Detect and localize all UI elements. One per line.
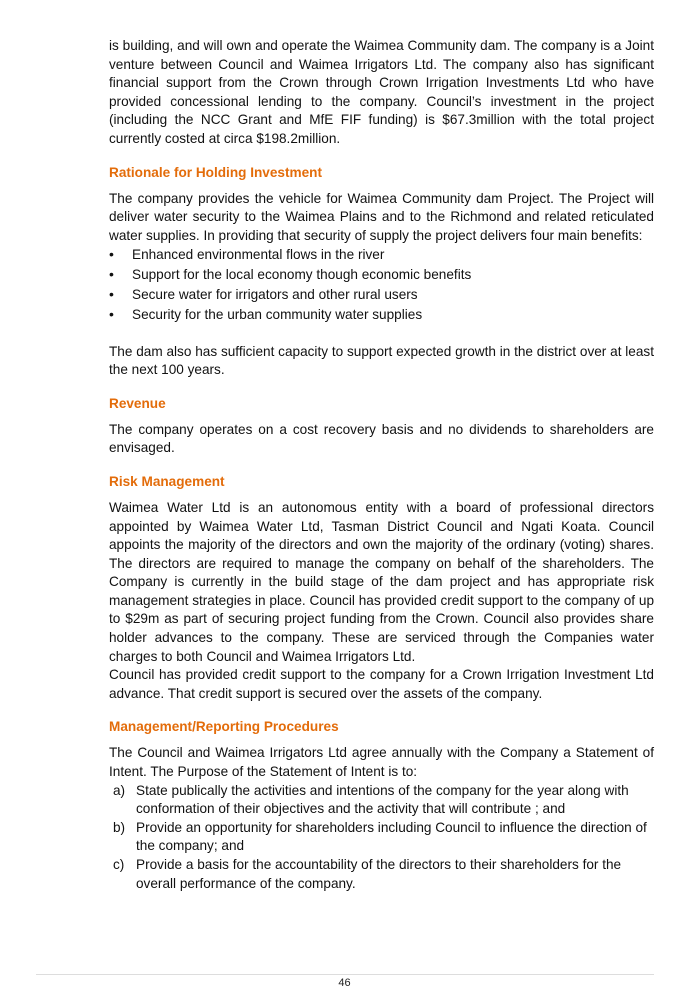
document-body — [109, 37, 654, 893]
rationale-paragraph: The company provides the vehicle for Waimea Community dam Project. The Project will deliver water security to the Waimea Plains and to the Richmond and related reticulated water supplies. In providing that security of supply the project delivers four main benefits: — [109, 190, 654, 243]
rationale-heading: Rationale for Holding Investment — [109, 164, 322, 180]
purpose-list — [109, 782, 654, 894]
spacer — [109, 325, 654, 343]
management-heading: Management/Reporting Procedures — [109, 719, 339, 735]
list-marker: c) — [113, 857, 125, 872]
list-item-text: State publically the activities and intentions of the company for the year along with conformation of their objectives and the activity that will contribute ; and — [136, 782, 629, 817]
list-item-text: Provide an opportunity for shareholders including Council to influence the direction of the company; and — [136, 819, 647, 854]
risk-paragraph: Waimea Water Ltd is an autonomous entity with a board of professional directors appointed by Waimea Water Ltd, Tasman District Council and Ngati Koata. Council appoints the majority of the directors and own the majority of the ordinary (voting) shares. The directors are required to manage the company on behalf of the shareholders. The Company is currently in the build stage of the dam project and has appropriate risk management strategies in place. Council has provided credit support to the company of up to $29m as part of securing project funding from the Crown. Council also provides share holder advances to the company. These are serviced through the Companies water charges to both Council and Waimea Irrigators Ltd. — [109, 499, 654, 664]
list-item: • Security for the urban community water supplies — [109, 305, 654, 325]
list-item: • Support for the local economy though economic benefits — [109, 265, 654, 285]
list-item: • Enhanced environmental flows in the river — [109, 245, 654, 265]
list-marker: b) — [113, 819, 126, 835]
page-number: 46 — [338, 977, 351, 989]
list-marker: a) — [113, 782, 126, 798]
risk-paragraph-2: Council has provided credit support to the company for a Crown Irrigation Investment Ltd advance. That credit support is secured over the assets of the company. — [109, 667, 654, 701]
list-item — [109, 819, 654, 856]
list-item — [109, 782, 654, 819]
revenue-paragraph: The company operates on a cost recovery basis and no dividends to shareholders are envisaged. — [109, 421, 654, 456]
intro-paragraph: is building, and will own and operate the Waimea Community dam. The company is a Joint venture between Council and Waimea Irrigators Ltd. The company also has significant financial support from the Crown through Crown Irrigation Investments Ltd who have provided concessional lending to the company. Council’s investment in the project (including the NCC Grant and MfE FIF funding) is $67.3million with the total project currently costed at circa $198.2million. — [109, 38, 654, 146]
risk-heading: Risk Management — [109, 473, 225, 489]
revenue-heading: Revenue — [109, 395, 166, 411]
footer-divider — [36, 974, 654, 975]
management-paragraph: The Council and Waimea Irrigators Ltd agree annually with the Company a Statement of Intent. The Purpose of the Statement of Intent is to: — [109, 745, 654, 780]
list-item-text: Provide a basis for the accountability of the directors to their shareholders for the overall performance of the company. — [136, 857, 622, 891]
rationale-paragraph-2: The dam also has sufficient capacity to support expected growth in the district over at least the next 100 years. — [109, 343, 654, 378]
list-item: • Secure water for irrigators and other rural users — [109, 285, 654, 305]
benefits-list — [109, 245, 654, 324]
list-item — [109, 856, 654, 893]
